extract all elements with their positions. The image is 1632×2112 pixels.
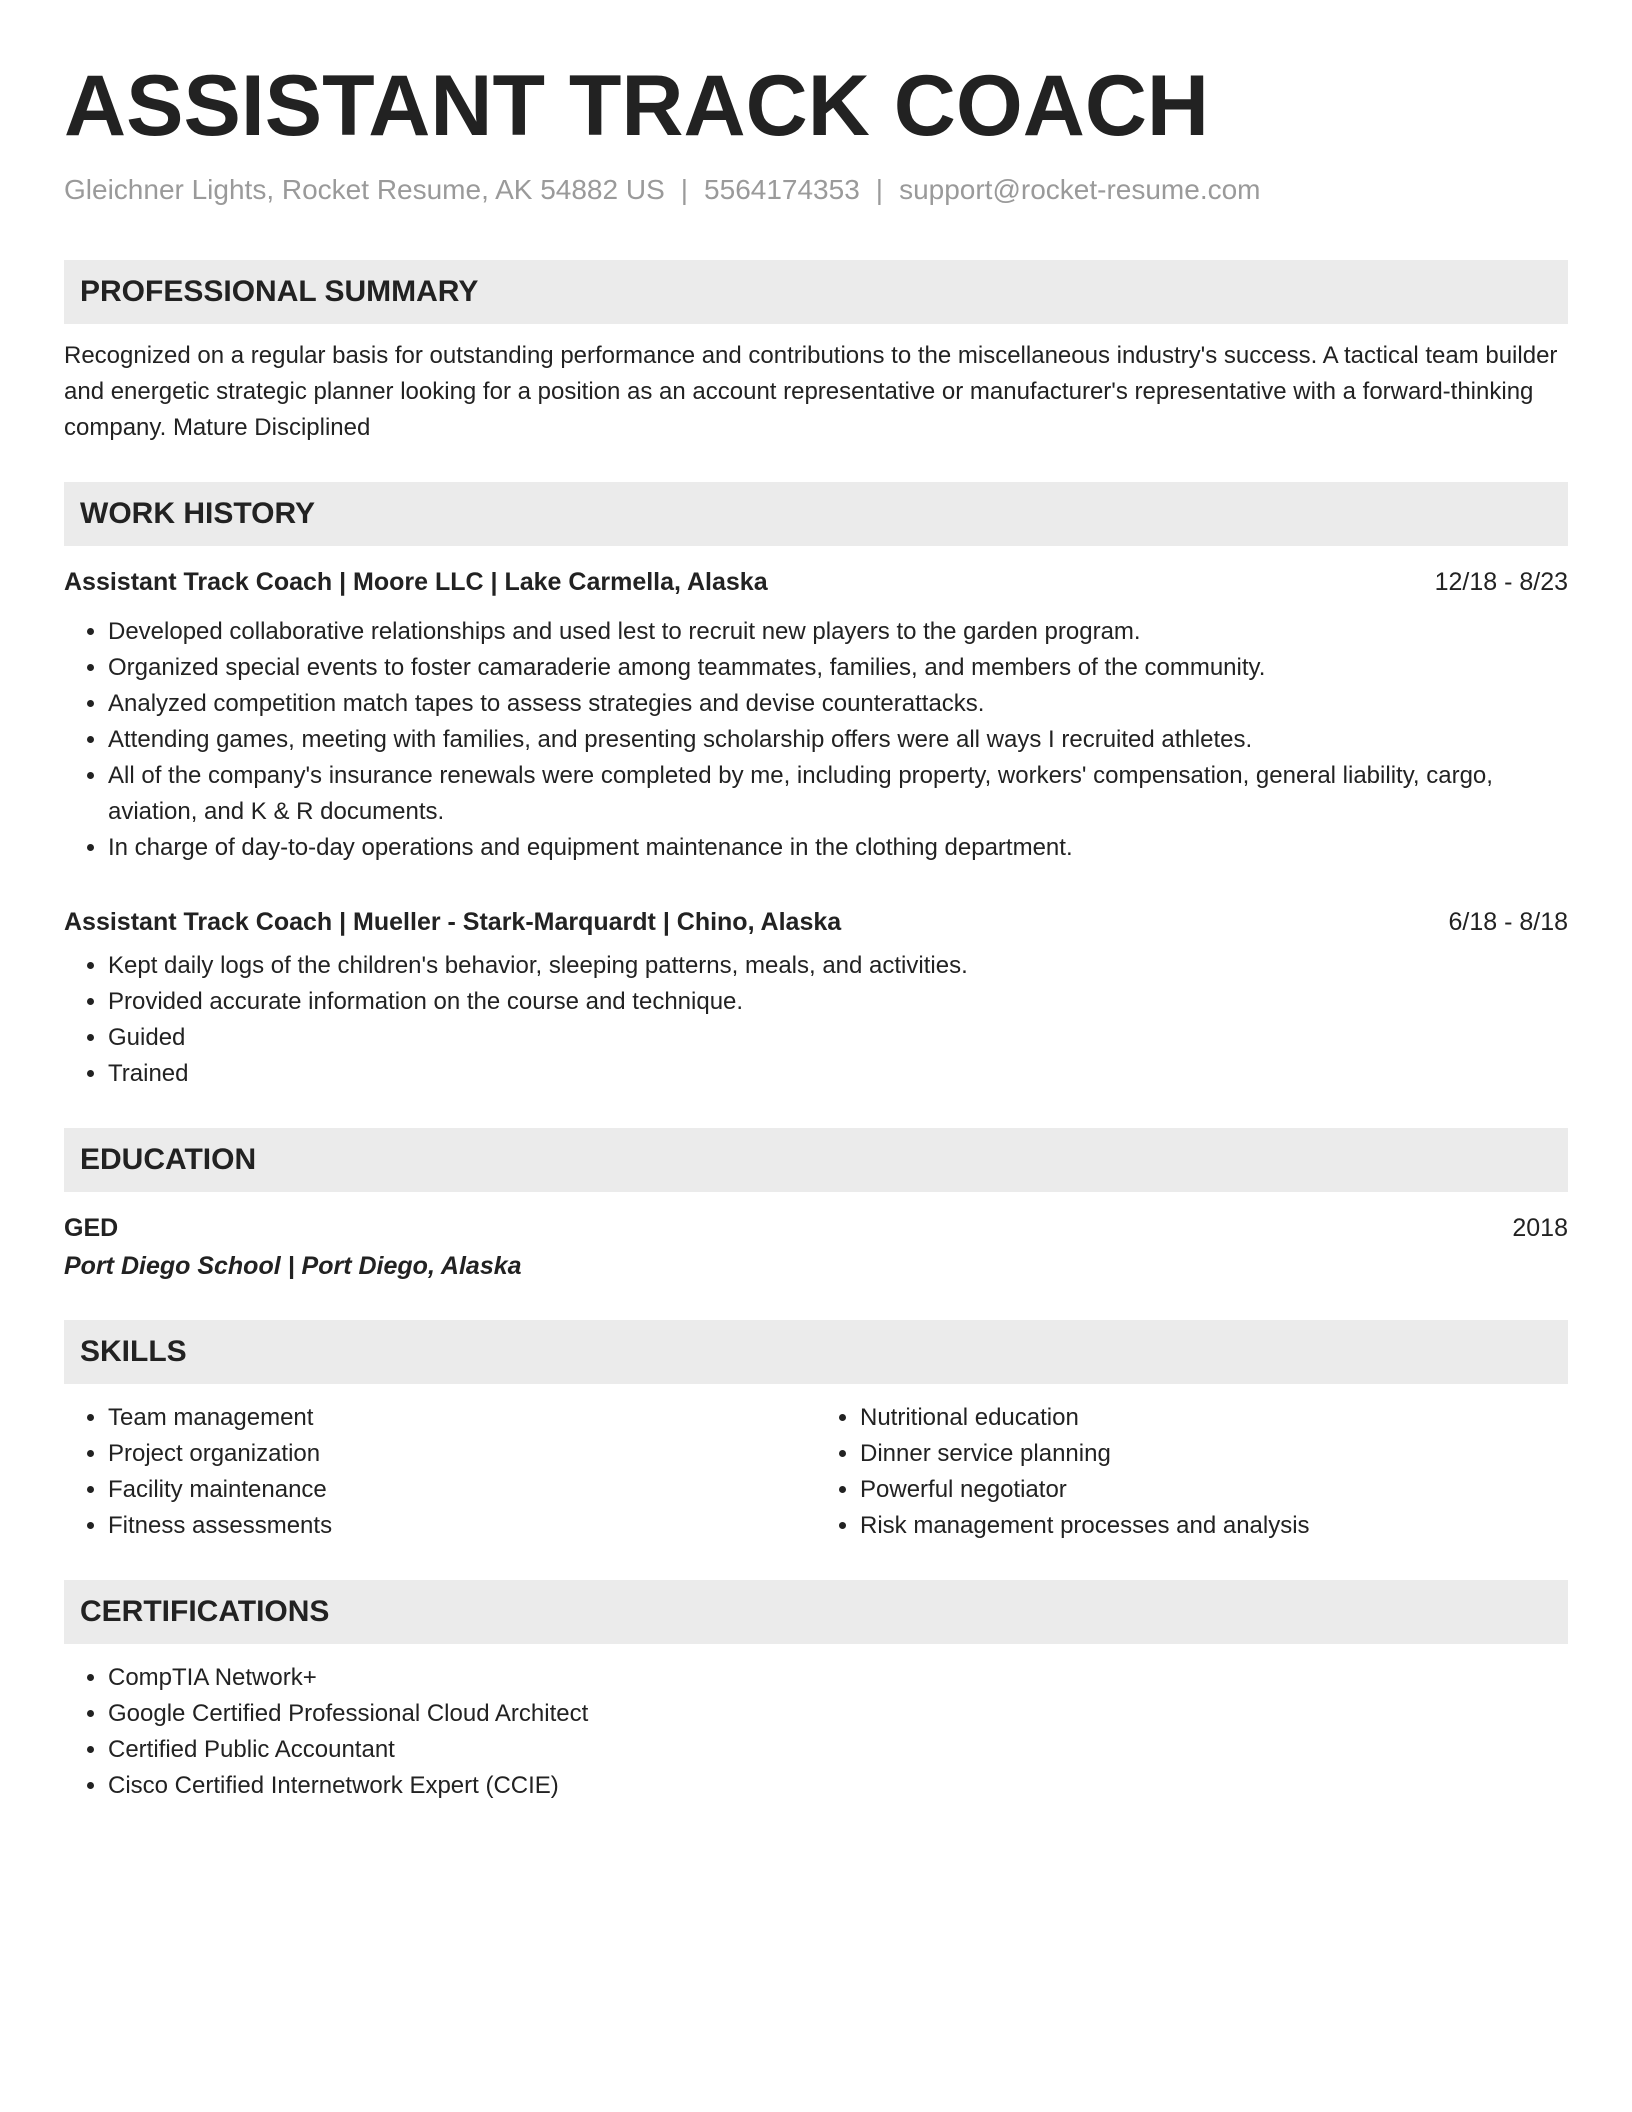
list-item: • CompTIA Network+ [108, 1660, 1568, 1696]
job-bullets [64, 948, 1568, 1092]
list-item: • Trained [108, 1056, 1568, 1092]
list-item: • Fitness assessments [108, 1508, 816, 1544]
list-item: • Analyzed competition match tapes to assess strategies and devise counterattacks. [108, 686, 1568, 722]
list-item: • Organized special events to foster camaraderie among teammates, families, and members of the community. [108, 650, 1568, 686]
list-item: • Guided [108, 1020, 1568, 1056]
education-year: 2018 [1512, 1214, 1568, 1242]
contact-phone: 5564174353 [704, 174, 860, 205]
list-item: • Team management [108, 1400, 816, 1436]
work-history-section [64, 564, 1568, 1092]
education-header [64, 1210, 1568, 1246]
section-header-work-history: WORK HISTORY [64, 482, 1568, 546]
list-item: • Facility maintenance [108, 1472, 816, 1508]
contact-email: support@rocket-resume.com [899, 174, 1261, 205]
contact-address: Gleichner Lights, Rocket Resume, AK 54882 US [64, 174, 665, 205]
job-dates: 6/18 - 8/18 [1448, 908, 1568, 936]
education-school: Port Diego School | Port Diego, Alaska [64, 1252, 522, 1280]
job-header [64, 564, 1568, 600]
summary-text: Recognized on a regular basis for outstanding performance and contributions to the miscellaneous industry's success. A tactical team builder and energetic strategic planner looking for a position as an account representative or manufacturer's representative with a forward-thinking company. Mature Disciplined [64, 342, 1558, 441]
job-header [64, 904, 1568, 940]
job-dates: 12/18 - 8/23 [1434, 568, 1568, 596]
job-entry [64, 564, 1568, 866]
list-item: • All of the company's insurance renewals were completed by me, including property, workers' compensation, general liability, cargo, aviation, and K & R documents. [108, 758, 1568, 830]
list-item: • Cisco Certified Internetwork Expert (CCIE) [108, 1768, 1568, 1804]
contact-separator: | [680, 174, 689, 205]
list-item: • Developed collaborative relationships and used lest to recruit new players to the garden program. [108, 614, 1568, 650]
list-item: • Dinner service planning [860, 1436, 1568, 1472]
skills-column-right [816, 1400, 1568, 1544]
list-item: • Powerful negotiator [860, 1472, 1568, 1508]
list-item: • Nutritional education [860, 1400, 1568, 1436]
list-item: • Google Certified Professional Cloud Architect [108, 1696, 1568, 1732]
job-title: Assistant Track Coach | Mueller - Stark-Marquardt | Chino, Alaska [64, 908, 842, 936]
certifications-section [64, 1660, 1568, 1804]
list-item: • Risk management processes and analysis [860, 1508, 1568, 1544]
education-section [64, 1210, 1568, 1284]
certifications-list [64, 1660, 1568, 1804]
page-title: ASSISTANT TRACK COACH [64, 58, 1210, 154]
list-item: • Attending games, meeting with families, and presenting scholarship offers were all ways I recruited athletes. [108, 722, 1568, 758]
list-item: • Provided accurate information on the course and technique. [108, 984, 1568, 1020]
list-item: • Certified Public Accountant [108, 1732, 1568, 1768]
education-degree: GED [64, 1214, 119, 1242]
section-header-skills: SKILLS [64, 1320, 1568, 1384]
skills-column-left [64, 1400, 816, 1544]
contact-line [64, 172, 1568, 208]
contact-separator: | [875, 174, 884, 205]
list-item: • Project organization [108, 1436, 816, 1472]
summary-section [64, 338, 1568, 446]
list-item: • In charge of day-to-day operations and equipment maintenance in the clothing department. [108, 830, 1568, 866]
section-header-education: EDUCATION [64, 1128, 1568, 1192]
job-bullets [64, 614, 1568, 866]
list-item: • Kept daily logs of the children's behavior, sleeping patterns, meals, and activities. [108, 948, 1568, 984]
job-title: Assistant Track Coach | Moore LLC | Lake Carmella, Alaska [64, 568, 768, 596]
skills-list [64, 1400, 816, 1544]
job-entry [64, 904, 1568, 1092]
skills-list [816, 1400, 1568, 1544]
section-header-certifications: CERTIFICATIONS [64, 1580, 1568, 1644]
section-header-summary: PROFESSIONAL SUMMARY [64, 260, 1568, 324]
skills-section [64, 1400, 1568, 1544]
